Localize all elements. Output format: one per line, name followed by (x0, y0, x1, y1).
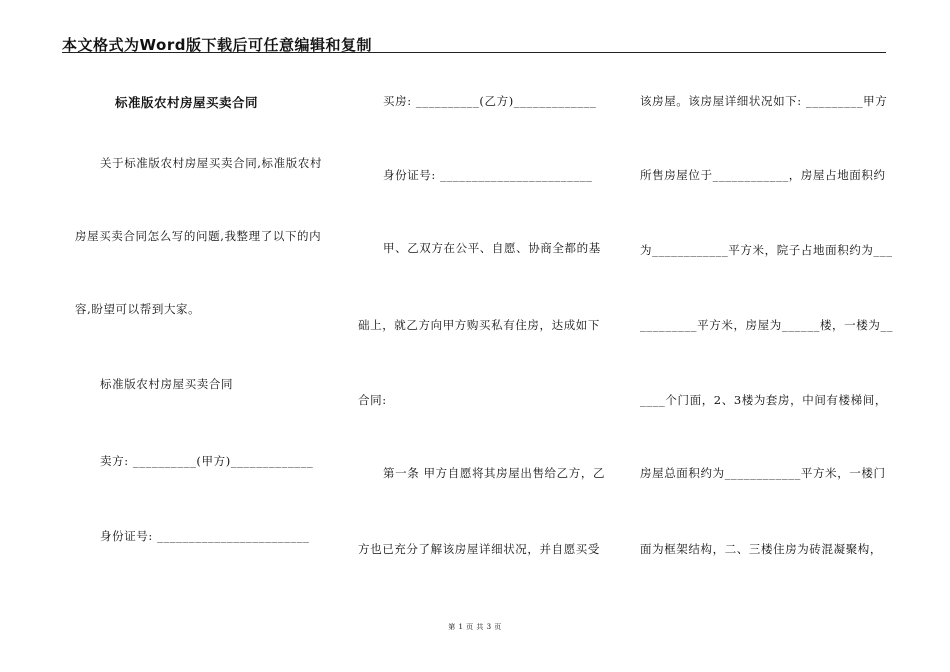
header-divider (62, 52, 886, 53)
text-line: 房屋总面积约为____________平方米，一楼门 (640, 466, 886, 480)
text-line: _________平方米，房屋为______楼，一楼为__ (640, 318, 894, 332)
text-line: 卖方: __________(甲方)_____________ (100, 454, 314, 468)
text-line: 面为框架结构，二、三楼住房为砖混凝聚构， (640, 542, 882, 556)
document-header-title: 本文格式为Word版下载后可任意编辑和复制 (62, 36, 372, 54)
text-line: 关于标准版农村房屋买卖合同,标准版农村 (100, 156, 323, 170)
text-line: ____个门面，2、3楼为套房，中间有楼梯间， (640, 393, 887, 407)
page-number: 第 1 页 共 3 页 (448, 623, 502, 631)
text-line: 合同: (358, 393, 387, 407)
text-line: 房屋买卖合同怎么写的问题,我整理了以下的内 (75, 229, 322, 243)
text-line: 买房: __________(乙方)_____________ (383, 94, 597, 108)
text-line: 身份证号: ________________________ (100, 529, 310, 543)
text-line: 容,盼望可以帮到大家。 (75, 302, 201, 316)
text-line: 身份证号: ________________________ (383, 168, 593, 182)
text-line: 础上，就乙方向甲方购买私有住房，达成如下 (358, 318, 600, 332)
text-line: 该房屋。该房屋详细状况如下: _________甲方 (640, 94, 888, 108)
text-line: 甲、乙双方在公平、自愿、协商全都的基 (383, 241, 601, 255)
text-line: 标准版农村房屋买卖合同 (100, 377, 234, 391)
text-line: 方也已充分了解该房屋详细状况，并自愿买受 (358, 542, 600, 556)
text-line: 第一条 甲方自愿将其房屋出售给乙方，乙 (383, 466, 606, 480)
document-title: 标准版农村房屋买卖合同 (115, 95, 259, 110)
text-line: 为____________平方米，院子占地面积约为___ (640, 243, 893, 257)
text-line: 所售房屋位于____________，房屋占地面积约 (640, 168, 886, 182)
